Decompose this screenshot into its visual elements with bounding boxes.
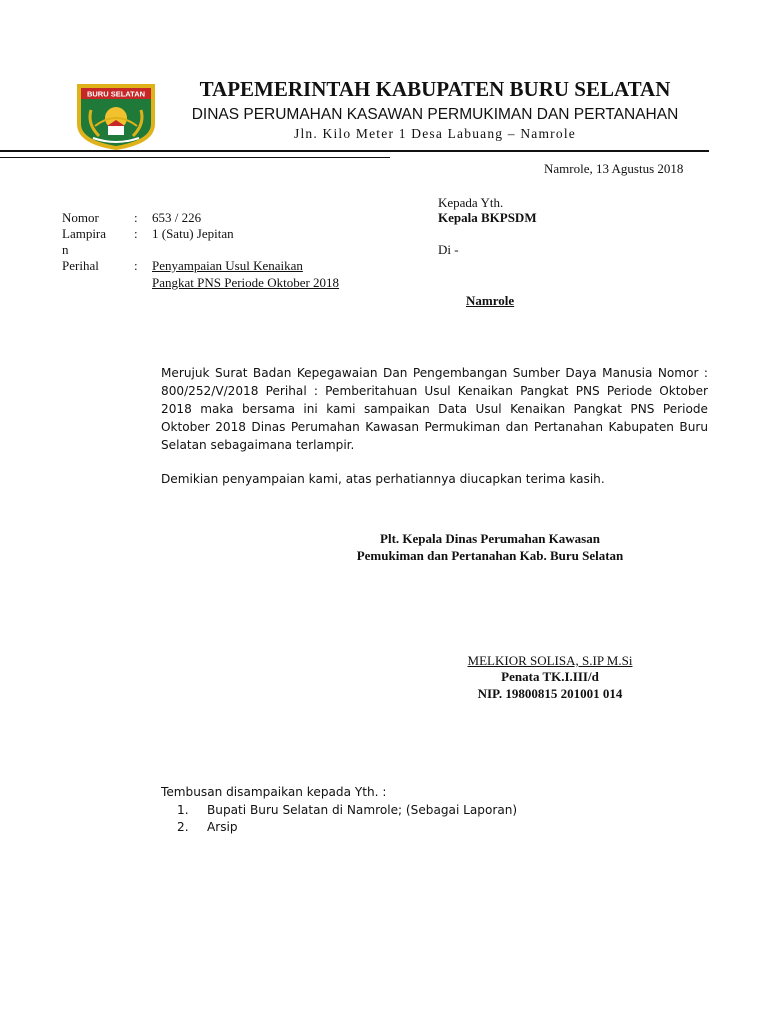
field-perihal-label: Perihal bbox=[62, 258, 99, 273]
buru-selatan-emblem-logo bbox=[73, 80, 159, 152]
letterhead-divider-thin bbox=[0, 157, 390, 158]
place-date: Namrole, 13 Agustus 2018 bbox=[544, 161, 684, 176]
letterhead-divider bbox=[0, 150, 709, 152]
recipient-name: Kepala BKPSDM bbox=[438, 210, 537, 225]
recipient-salutation: Kepada Yth. bbox=[438, 195, 504, 210]
department-name: DINAS PERUMAHAN KASAWAN PERMUKIMAN DAN PERTANAHAN bbox=[191, 106, 679, 123]
cc-item-text: Arsip bbox=[207, 820, 238, 834]
cc-item-number: 1. bbox=[177, 803, 189, 817]
cc-heading: Tembusan disampaikan kepada Yth. : bbox=[161, 785, 387, 799]
recipient-city: Namrole bbox=[466, 293, 515, 308]
field-nomor-value: 653 / 226 bbox=[152, 210, 202, 225]
field-nomor-label: Nomor bbox=[62, 210, 99, 225]
field-lampiran-value: 1 (Satu) Jepitan bbox=[152, 226, 234, 241]
field-perihal-sep: : bbox=[134, 258, 138, 273]
cc-item-text: Bupati Buru Selatan di Namrole; (Sebagai Laporan) bbox=[207, 803, 518, 817]
cc-item-number: 2. bbox=[177, 820, 189, 834]
agency-title: TAPEMERINTAH KABUPATEN BURU SELATAN bbox=[199, 77, 671, 101]
field-perihal-value-line2: Pangkat PNS Periode Oktober 2018 bbox=[152, 275, 340, 290]
signatory-rank: Penata TK.I.III/d bbox=[501, 669, 599, 684]
field-lampiran-label: Lampira bbox=[62, 226, 107, 241]
signatory-title-line2: Pemukiman dan Pertanahan Kab. Buru Selatan bbox=[356, 548, 624, 563]
field-lampiran-label-cont: n bbox=[62, 242, 69, 257]
signatory-title-line1: Plt. Kepala Dinas Perumahan Kawasan bbox=[380, 531, 600, 546]
logo-banner-text: BURU SELATAN bbox=[86, 89, 146, 99]
office-address: Jln. Kilo Meter 1 Desa Labuang – Namrole bbox=[294, 126, 576, 141]
field-perihal-value-line1: Penyampaian Usul Kenaikan bbox=[152, 258, 303, 273]
signatory-name: MELKIOR SOLISA, S.IP M.Si bbox=[467, 653, 633, 668]
field-nomor-sep: : bbox=[134, 210, 138, 225]
field-lampiran-sep: : bbox=[134, 226, 138, 241]
recipient-di: Di - bbox=[438, 242, 459, 257]
signatory-nip: NIP. 19800815 201001 014 bbox=[477, 686, 623, 701]
letter-body-paragraph-1: Merujuk Surat Badan Kepegawaian Dan Pengembangan Sumber Daya Manusia Nomor : 800/252/V/2018 Perihal : Pemberitahuan Usul Kenaikan Pangkat PNS Periode Oktober 2018 maka bersama ini kami sampaikan Data Usul Kenaikan Pangkat PNS Periode Oktober 2018 Dinas Perumahan Kawasan Permukiman dan Pertanahan Kabupaten Buru Selatan sebagaimana terlampir. bbox=[161, 366, 708, 452]
letter-body-paragraph-2: Demikian penyampaian kami, atas perhatiannya diucapkan terima kasih. bbox=[161, 472, 605, 486]
